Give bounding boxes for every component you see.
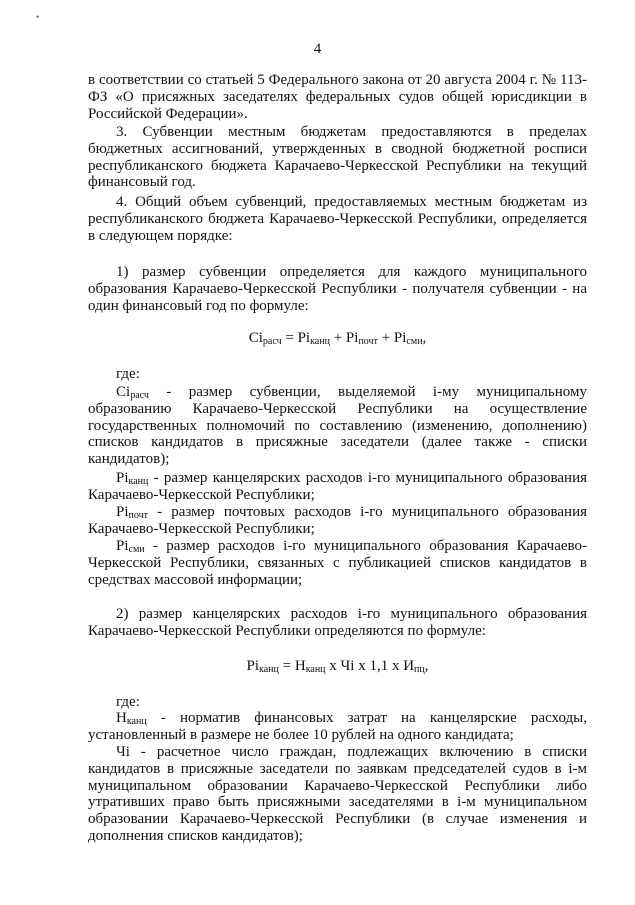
where-label-1: где: <box>116 366 140 382</box>
paragraph-4: 4. Общий объем субвенций, предоставляемых местным бюджетам из республиканского бюджета Карачаево-Черкесской Республики, определяется в следующем порядке: <box>88 194 587 244</box>
paragraph-4-1: 1) размер субвенции определяется для каждого муниципального образования Карачаево-Черкесской Республики - получателя субвенции - на один финансовый год по формуле: <box>88 264 587 314</box>
definition-chi: Чi - расчетное число граждан, подлежащих включению в списки кандидатов в присяжные заседатели по заявкам председателей судов в i-м муниципальном образовании Карачаево-Черкесской Республики либо утративших право быть присяжными заседателями в i-м муниципальном образовании Карачаево-Черкесской Республики (в случае изменения и дополнения списков кандидатов); <box>88 744 587 844</box>
scan-mark: • <box>36 12 40 22</box>
definition-pi-kanc: $Pi_{канц}$ - размер канцелярских расходов i-го муниципального образования Карачаево-Черкесской Республики; <box>88 470 587 503</box>
definition-ci-rasch: $Ci_{расч}$ - размер субвенции, выделяемой i-му муниципальному образованию Карачаево-Черкесской Республики на осуществление государственных полномочий по составлению (изменению, дополнению) списков кандидатов в присяжные заседатели (далее также - списки кандидатов); <box>88 384 587 468</box>
paragraph-4-2: 2) размер канцелярских расходов i-го муниципального образования Карачаево-Черкесской Республики определяются по формуле: <box>88 606 587 639</box>
definition-pi-pocht: $Pi_{почт}$ - размер почтовых расходов i-го муниципального образования Карачаево-Черкесской Республики; <box>88 504 587 537</box>
page-number: 4 <box>313 41 322 57</box>
formula-2: $Pi_{канц} = Н_{канц}$ х Чi х 1,1 х $И_{пц}$, <box>246 658 429 675</box>
definition-pi-smi: $Pi_{сми}$ - размер расходов i-го муниципального образования Карачаево-Черкесской Республики, связанных с публикацией списков кандидатов в средствах массовой информации; <box>88 538 587 588</box>
paragraph-continuation: в соответствии со статьей 5 Федерального закона от 20 августа 2004 г. № 113-ФЗ «О присяжных заседателях федеральных судов общей юрисдикции в Российской Федерации». <box>88 72 587 122</box>
where-label-2: где: <box>116 694 140 710</box>
formula-1: $Ci_{расч} = Pi_{канц} + Pi_{почт} + Pi_{сми}$, <box>248 330 427 347</box>
paragraph-3: 3. Субвенции местным бюджетам предоставляются в пределах бюджетных ассигнований, утвержденных в сводной бюджетной росписи республиканского бюджета Карачаево-Черкесской Республики на текущий финансовый год. <box>88 124 587 191</box>
definition-n-kanc: $Н_{канц}$ - норматив финансовых затрат на канцелярские расходы, установленный в размере не более 10 рублей на одного кандидата; <box>88 710 587 743</box>
